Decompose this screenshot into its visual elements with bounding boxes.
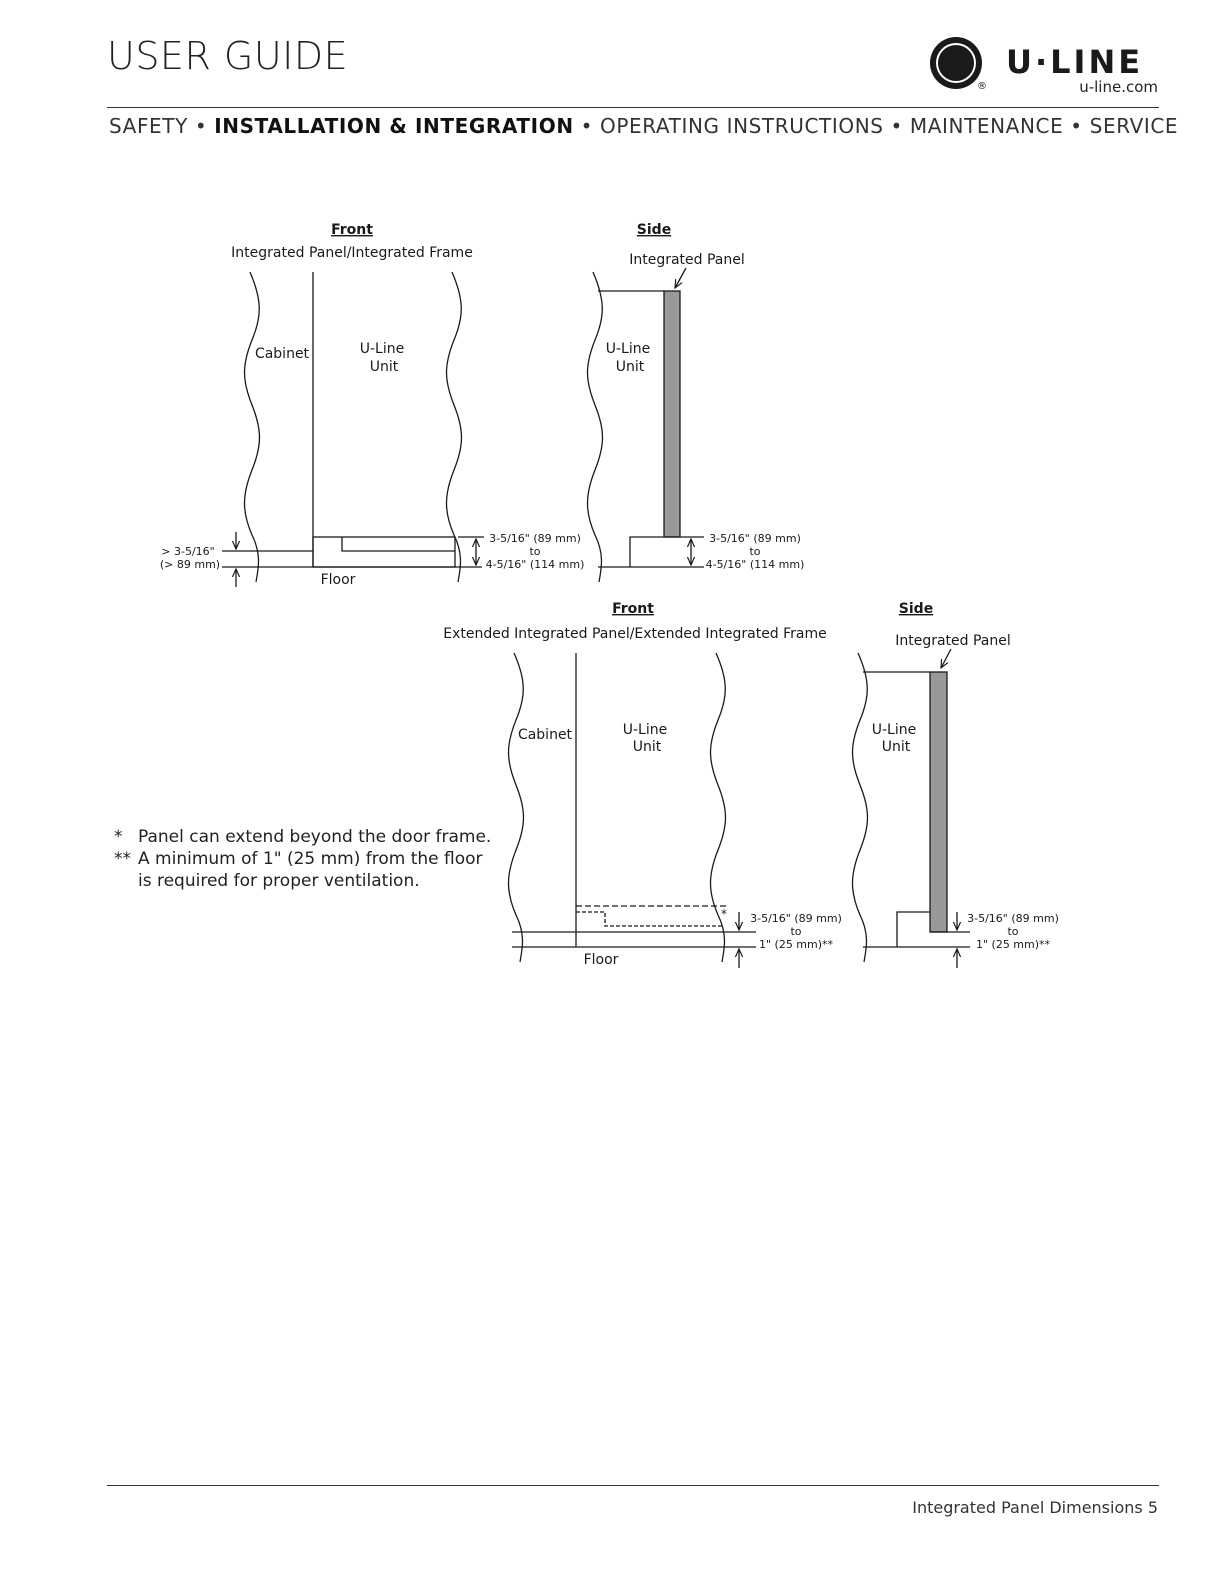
diagram2-side: [853, 601, 1059, 968]
side-dim-line2: to: [1007, 925, 1019, 938]
footnote: [114, 826, 491, 848]
cabinet-label: Cabinet: [517, 727, 573, 743]
nav-separator: •: [573, 114, 600, 138]
nav-item-operating: OPERATING INSTRUCTIONS: [599, 114, 884, 138]
unit-base: [313, 537, 455, 567]
floor-label: Floor: [320, 572, 356, 588]
side-unit-label-line2: Unit: [615, 359, 645, 375]
toe-kick-dashed: [576, 912, 722, 926]
footnotes: [114, 826, 491, 892]
side-dim-line1: 3-5/16" (89 mm): [967, 912, 1059, 925]
diagram2-side-subtitle: Integrated Panel: [895, 633, 1011, 649]
side-unit-label-line2: Unit: [881, 739, 911, 755]
footnote-marker: [114, 870, 138, 892]
integrated-panel: [664, 291, 680, 537]
nav-item-installation: INSTALLATION & INTEGRATION: [214, 114, 574, 138]
registered-mark: ®: [977, 81, 987, 92]
page-footer: Integrated Panel Dimensions 5: [912, 1498, 1158, 1517]
unit-break-line: [447, 272, 462, 582]
side-dim-line3: 1" (25 mm)**: [975, 938, 1051, 951]
dim-line1: 3-5/16" (89 mm): [750, 912, 842, 925]
unit-label-line1: U-Line: [359, 341, 405, 357]
cabinet-break-line: [245, 272, 260, 582]
toe-kick: [342, 537, 455, 551]
diagram2-front-subtitle: Extended Integrated Panel/Extended Integrated Frame: [443, 626, 827, 642]
diagram1-front-heading: Front: [331, 222, 373, 238]
panel-pointer-arrow: [675, 268, 686, 288]
side-dim-line3: 4-5/16" (114 mm): [705, 558, 805, 571]
diagram1-side: [588, 222, 805, 582]
brand-name: U·LINE: [1006, 43, 1144, 81]
floor-label: Floor: [583, 952, 619, 968]
dim-line2: to: [529, 545, 541, 558]
side-unit-label-line1: U-Line: [871, 722, 917, 738]
footer-rule: [107, 1485, 1159, 1486]
footnote-text: Panel can extend beyond the door frame.: [138, 827, 492, 847]
diagram1-side-heading: Side: [636, 222, 672, 238]
diagram2-front-heading: Front: [612, 601, 654, 617]
footnote-marker: **: [114, 849, 131, 869]
brand-logo-mark: U: [944, 47, 968, 80]
page-title: USER GUIDE: [107, 34, 349, 78]
dim-line1: 3-5/16" (89 mm): [489, 532, 581, 545]
diagram2-front: [443, 601, 842, 968]
unit-label-line2: Unit: [632, 739, 662, 755]
nav-item-maintenance: MAINTENANCE: [909, 114, 1064, 138]
footnote-marker: *: [114, 827, 123, 847]
dim-line3: 4-5/16" (114 mm): [485, 558, 585, 571]
cabinet-label: Cabinet: [254, 346, 310, 362]
footnote: [114, 848, 491, 870]
side-base: [630, 537, 680, 567]
footnote-text: A minimum of 1" (25 mm) from the floor: [138, 849, 483, 869]
unit-label-line1: U-Line: [622, 722, 668, 738]
left-dim-line1: > 3-5/16": [161, 545, 215, 558]
footnote-text: is required for proper ventilation.: [138, 871, 420, 891]
side-dim-line2: to: [749, 545, 761, 558]
brand-url: u-line.com: [1079, 78, 1158, 96]
side-dim-line1: 3-5/16" (89 mm): [709, 532, 801, 545]
diagram1-front-subtitle: Integrated Panel/Integrated Frame: [231, 245, 473, 261]
asterisk-label: *: [721, 907, 727, 921]
side-break-line: [588, 272, 603, 582]
side-break-line: [853, 653, 868, 962]
diagram1-front: [160, 222, 584, 588]
diagram1-side-subtitle: Integrated Panel: [629, 252, 745, 268]
footnote: [114, 870, 491, 892]
left-dim-line2: (> 89 mm): [159, 558, 221, 571]
dim-line2: to: [790, 925, 802, 938]
nav-separator: •: [883, 114, 910, 138]
nav-item-safety: SAFETY: [109, 114, 188, 138]
diagram2-side-heading: Side: [898, 601, 934, 617]
panel-pointer-arrow: [941, 649, 951, 668]
unit-label-line2: Unit: [369, 359, 399, 375]
side-unit-label-line1: U-Line: [605, 341, 651, 357]
dim-line3: 1" (25 mm)**: [758, 938, 834, 951]
integrated-panel: [930, 672, 947, 932]
nav-separator: •: [1063, 114, 1090, 138]
cabinet-break-line: [509, 653, 524, 962]
side-base: [897, 912, 930, 947]
nav-separator: •: [187, 114, 215, 138]
nav-item-service: SERVICE: [1089, 114, 1179, 138]
